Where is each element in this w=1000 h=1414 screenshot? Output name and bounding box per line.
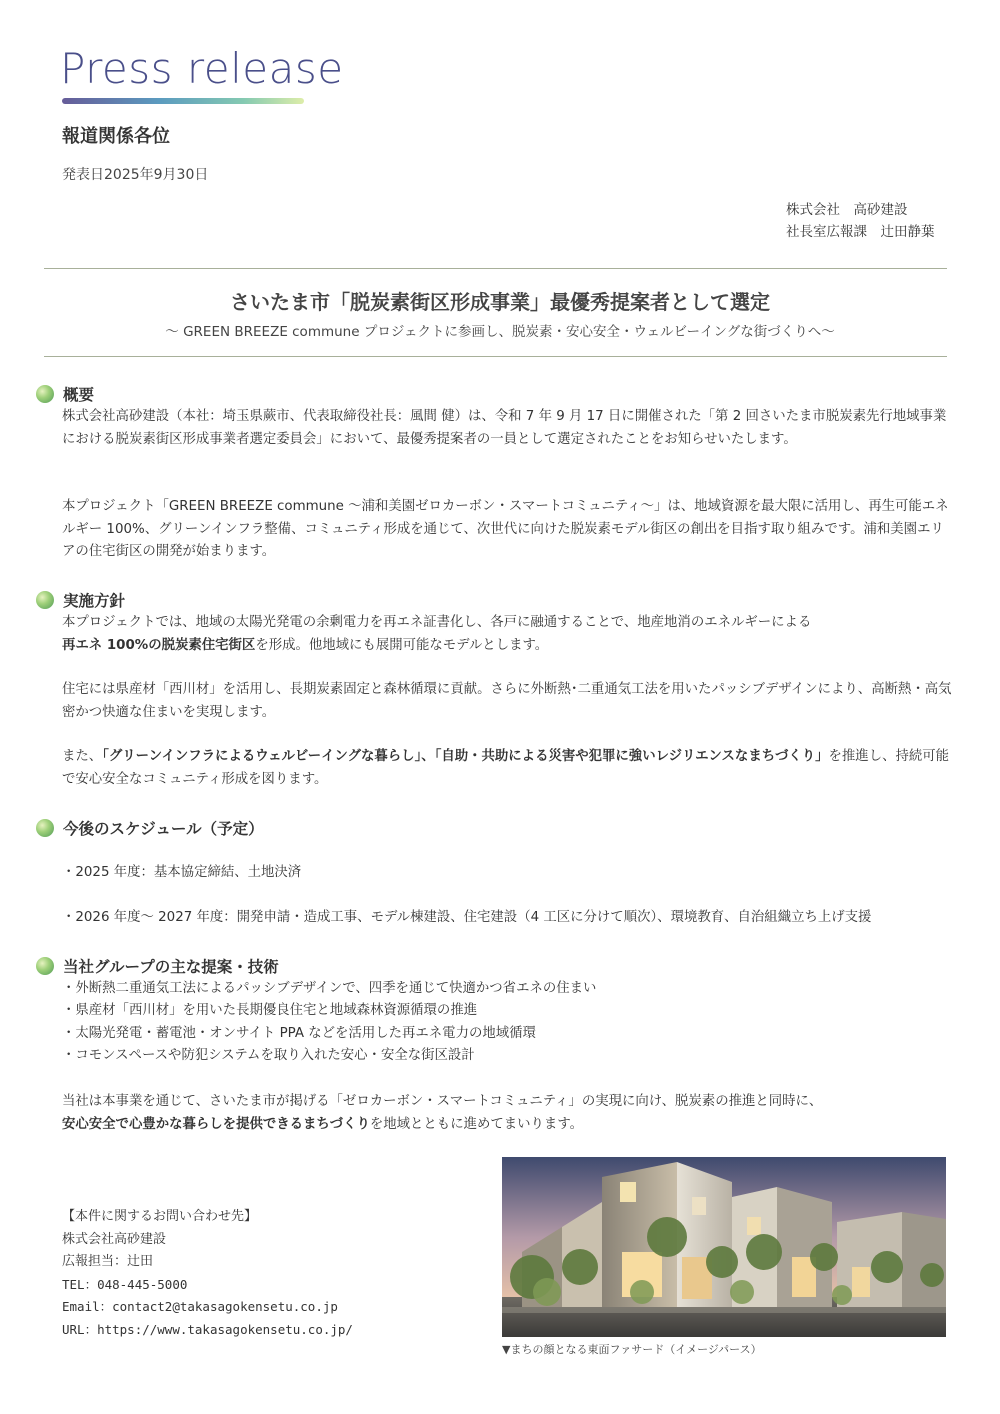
contact-company: 株式会社高砂建設 (62, 1231, 167, 1247)
issuer-block (786, 199, 935, 243)
schedule-item: ・2026 年度〜 2027 年度：開発申請・造成工事、モデル棟建設、住宅建設（4 工区に分けて順次）、環境教育、自治組織立ち上げ支援 (62, 910, 872, 925)
issuer-company: 株式会社 高砂建設 (786, 202, 908, 218)
logo-gradient-bar (62, 98, 304, 104)
overview-paragraph-1: 株式会社高砂建設（本社：埼玉県蕨市、代表取締役社長：風間 健）は、令和 7 年 9 月 17 日に開催された「第 2 回さいたま市脱炭素先行地域事業における脱炭素街区形成事業者選定委員会」において、最優秀提案者の一員として選定されたことをお知らせいたします。 (62, 409, 947, 447)
section-overview-heading (36, 383, 94, 405)
headline-title: さいたま市「脱炭素街区形成事業」最優秀提案者として選定 (230, 290, 770, 314)
section-bullet-icon (36, 819, 54, 837)
contact-tel: TEL：048-445-5000 (62, 1276, 188, 1292)
policy-p3-post: を推進し、持続可能で安心安全なコミュニティ形成を図ります。 (62, 749, 950, 787)
issuer-department: 社長室広報課 辻田静葉 (786, 224, 935, 240)
section-bullet-icon (36, 957, 54, 975)
contact-heading: 【本件に関するお問い合わせ先】 (62, 1209, 258, 1224)
facade-rendering-image (502, 1157, 946, 1337)
divider-top (44, 268, 947, 269)
overview-paragraph-2: 本プロジェクト「GREEN BREEZE commune 〜浦和美園ゼロカーボン・スマートコミュニティ〜」は、地域資源を最大限に活用し、再生可能エネルギー 100%、グリーンインフラ整備、コミュニティ形成を通じて、次世代に向けた脱炭素モデル街区の創出を目指す取り組みです。浦和美園エリアの住宅街区の開発が始まります。 (62, 499, 949, 559)
section-schedule-heading (36, 817, 264, 839)
section-overview-title: 概要 (63, 386, 95, 404)
policy-p1-emphasis: 再エネ 100%の脱炭素住宅街区 (62, 637, 256, 653)
closing-paragraph (62, 1091, 952, 1136)
divider-bottom (44, 356, 947, 357)
section-proposals-title: 当社グループの主な提案・技術 (63, 958, 279, 976)
policy-paragraph-1 (62, 612, 952, 657)
headline-subtitle: 〜 GREEN BREEZE commune プロジェクトに参画し、脱炭素・安心安全・ウェルビーイングな街づくりへ〜 (165, 324, 835, 340)
policy-p1-rest: を形成。他地域にも展開可能なモデルとします。 (255, 637, 549, 653)
section-bullet-icon (36, 591, 54, 609)
schedule-item: ・2025 年度：基本協定締結、土地決済 (62, 865, 302, 880)
section-schedule-title: 今後のスケジュール（予定） (63, 820, 264, 838)
image-caption: ▼まちの顔となる東面ファサード（イメージパース） (502, 1343, 762, 1356)
contact-email[interactable]: Email：contact2@takasagokensetu.co.jp (62, 1299, 338, 1314)
closing-text: 当社は本事業を通じて、さいたま市が掲げる「ゼロカーボン・スマートコミュニティ」の実現に向け、脱炭素の推進と同時に、 (62, 1094, 823, 1109)
closing-emphasis: 安心安全で心豊かな暮らしを提供できるまちづくり (62, 1116, 370, 1132)
proposal-item: ・コモンスペースや防犯システムを取り入れた安心・安全な街区設計 (62, 1048, 475, 1063)
section-policy-heading (36, 589, 125, 611)
proposal-item: ・太陽光発電・蓄電池・オンサイト PPA などを活用した再エネ電力の地域循環 (62, 1026, 536, 1041)
contact-person: 広報担当：辻田 (62, 1254, 154, 1269)
policy-p3-pre: また、 (62, 749, 103, 764)
policy-p3-emphasis: 「グリーンインフラによるウェルビーイングな暮らし」、「自助・共助による災害や犯罪に強いレジリエンスなまちづくり」 (102, 749, 829, 764)
press-release-logo: Press release (60, 44, 344, 93)
policy-paragraph-3 (62, 746, 952, 791)
contact-block (62, 1206, 353, 1341)
release-date: 発表日2025年9月30日 (62, 167, 209, 183)
addressee: 報道関係各位 (62, 126, 170, 147)
proposal-item: ・県産材「西川材」を用いた長期優良住宅と地域森林資源循環の推進 (62, 1003, 478, 1018)
proposal-item: ・外断熱二重通気工法によるパッシブデザインで、四季を通じて快適かつ省エネの住まい (62, 981, 597, 996)
closing-rest: を地域とともに進めてまいります。 (369, 1116, 584, 1132)
policy-p1-text: 本プロジェクトでは、地域の太陽光発電の余剰電力を再エネ証書化し、各戸に融通することで、地産地消のエネルギーによる (62, 615, 812, 630)
policy-paragraph-2: 住宅には県産材「西川材」を活用し、長期炭素固定と森林循環に貢献。さらに外断熱･二重通気工法を用いたパッシブデザインにより、高断熱・高気密かつ快適な住まいを実現します。 (62, 682, 952, 720)
section-policy-title: 実施方針 (63, 592, 126, 610)
section-bullet-icon (36, 385, 54, 403)
section-proposals-heading (36, 955, 279, 977)
contact-url[interactable]: URL：https://www.takasagokensetu.co.jp/ (62, 1321, 353, 1337)
